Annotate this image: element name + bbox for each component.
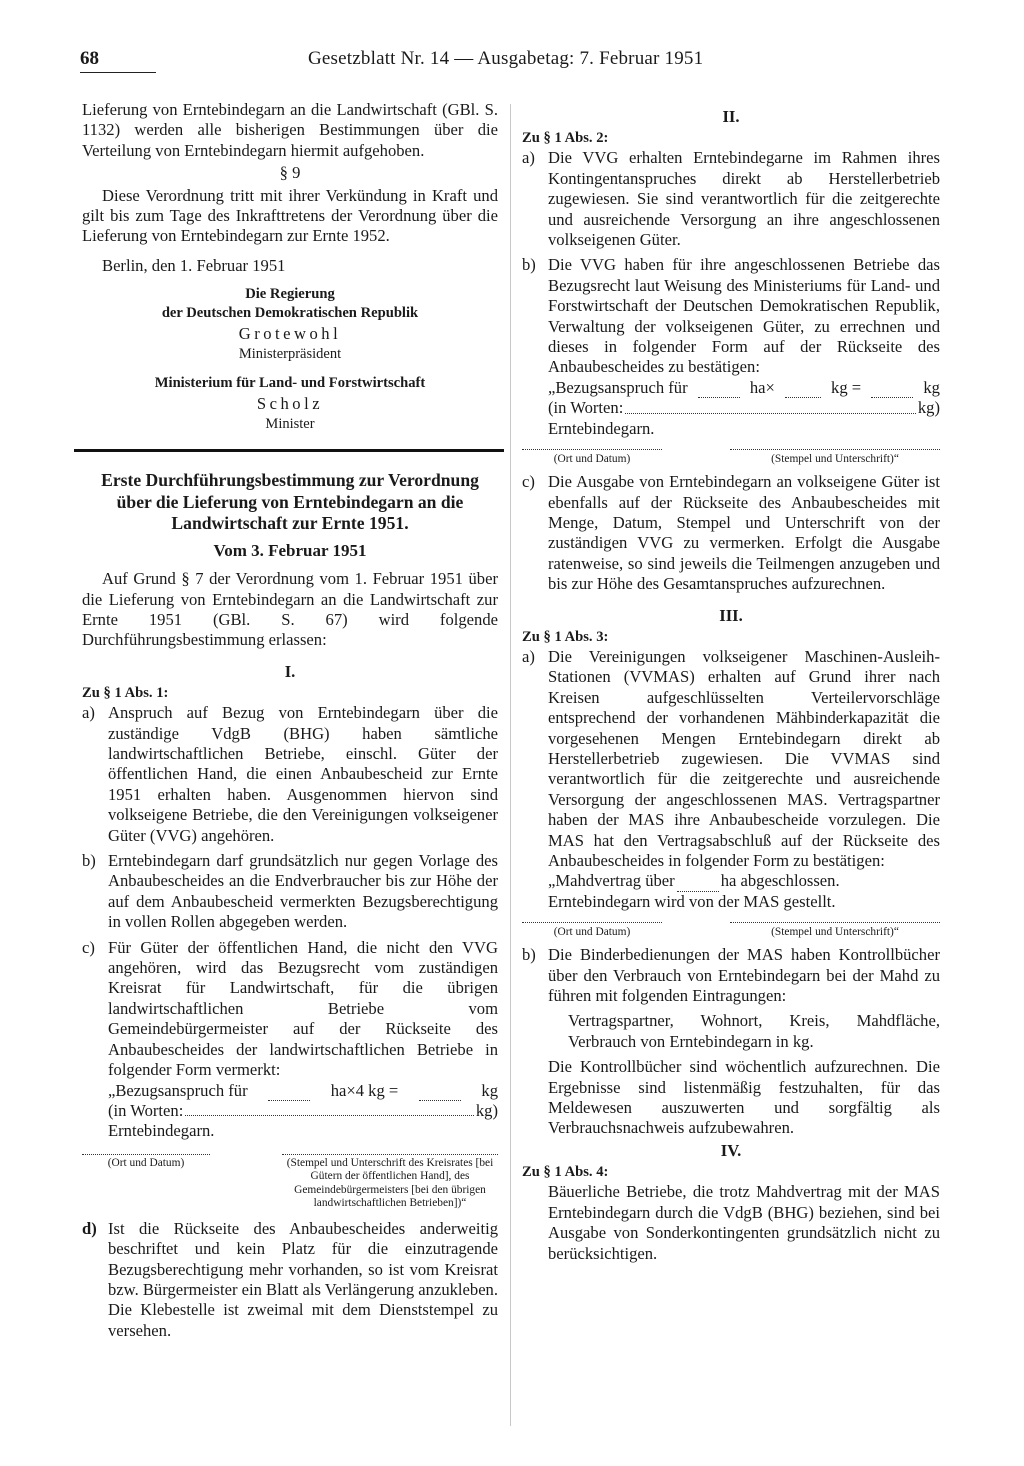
- entitlement-form-1: [108, 1081, 498, 1142]
- signatory-1-name: Grotewohl: [238, 324, 342, 344]
- item-3a: [522, 647, 940, 871]
- signature-place-date: (Ort und Datum): [522, 922, 662, 939]
- right-column: [522, 100, 940, 1264]
- logbook-paragraph: Die Kontrollbücher sind wöchentlich aufzurechnen. Die Ergebnisse sind listenmäßig festzuhalten, für das Meldewesen auszuwerten und sorgfältig als Verbrauchsnachweis aufzubewahren.: [548, 1057, 940, 1138]
- form-field-label: (in Worten:: [548, 398, 624, 418]
- signature-stamp: (Stempel und Unterschrift des Kreisrates [bei Gütern der öffentlichen Hand], des Gemeindebürgermeisters [bei den übrigen landwirtschaftlichen Betrieben])“: [282, 1154, 498, 1211]
- form-field-label: kg: [923, 377, 940, 397]
- signature-block-2: [522, 449, 940, 466]
- section-9-heading: § 9: [279, 163, 301, 183]
- part-4-heading: IV.: [720, 1140, 742, 1160]
- item-text: Die Binderbedienungen der MAS haben Kontrollbücher über den Verbrauch von Erntebindegarn bei der Mahd zu führen mit folgenden Eintragungen:: [548, 945, 940, 1006]
- form-field-label: ha×: [749, 377, 775, 397]
- item-label: a): [82, 703, 95, 723]
- part-2-heading: II.: [722, 107, 740, 126]
- form-field-label: Erntebindegarn wird von der MAS gestellt.: [548, 891, 836, 911]
- item-label: a): [522, 646, 535, 666]
- item-text: Die VVG erhalten Erntebindegarne im Rahmen ihres Kontingentanspruches direkt ab Herstellerbetrieb zugewiesen. Sie sind verantwortlich für die zeitgerechte und ausreichende Versorgung an ihre angeschlossenen volkseigenen Güter.: [548, 148, 940, 250]
- item-label: d): [82, 1218, 97, 1238]
- item-text: Ist die Rückseite des Anbaubescheides anderweitig beschriftet und kein Platz für die einzutragende Bezugsberechtigung mehr vorhanden, so ist vom Kreisrat bzw. Bürgermeister ein Blatt als Verlängerung anzukleben. Die Klebestelle ist zweimal mit dem Dienststempel zu versehen.: [108, 1218, 498, 1340]
- header-title: Gesetzblatt Nr. 14 — Ausgabetag: 7. Februar 1951: [308, 48, 704, 69]
- part-1-reference: Zu § 1 Abs. 1:: [82, 685, 169, 702]
- intro-paragraph: Auf Grund § 7 der Verordnung vom 1. Februar 1951 über die Lieferung von Erntebindegarn an die Landwirtschaft zur Ernte 1951 (GBl. S. 67) wird folgende Durchführungsbestimmung erlassen:: [82, 569, 498, 650]
- column-divider: [510, 104, 511, 1426]
- form-blank: [871, 378, 913, 398]
- signature-stamp: (Stempel und Unterschrift)“: [730, 449, 940, 466]
- government-line-2: der Deutschen Demokratischen Republik: [161, 305, 419, 322]
- page-number-rule: [80, 72, 156, 73]
- item-text: Erntebindegarn darf grundsätzlich nur gegen Vorlage des Anbaubescheides an die Endverbraucher bis zur Höhe der auf dem Anbaubescheid vermerkten Bezugsberechtigung in vollen Rollen abgegeben werden.: [108, 851, 498, 932]
- signatory-1-role: Ministerpräsident: [238, 346, 342, 363]
- section-divider-rule: [74, 449, 504, 452]
- item-label: b): [522, 945, 536, 965]
- item-label: b): [82, 851, 96, 871]
- part-1-heading: I.: [284, 661, 296, 681]
- item-2b: [522, 255, 940, 377]
- item-text: Für Güter der öffentlichen Hand, die nicht den VVG angehören, wird das Bezugsrecht vom zuständigen Kreisrat für Landwirtschaft, für die übrigen landwirtschaftlichen Betriebe vom Gemeindebürgermeister auf der Rückseite des Anbaubescheides der landwirtschaftlichen Betriebe in folgender Form vermerkt:: [108, 937, 498, 1080]
- item-text: Die VVG haben für ihre angeschlossenen Betriebe das Bezugsrecht laut Weisung des Ministeriums für Land- und Forstwirtschaft der Deutschen Demokratischen Republik, Verwaltung der volkseigenen Güter, zu errechnen und dieses in folgender Form auf der Rückseite des Anbaubescheides zu bestätigen:: [548, 255, 940, 377]
- signatory-2-name: Scholz: [256, 394, 324, 414]
- signature-block-3: [522, 922, 940, 939]
- page-header: [80, 48, 760, 78]
- signature-stamp: (Stempel und Unterschrift)“: [730, 922, 940, 939]
- form-field-label: ha abgeschlossen.: [720, 871, 840, 891]
- signature-block-1: [82, 1154, 498, 1211]
- item-label: b): [522, 255, 536, 275]
- form-field-label: kg): [475, 1100, 498, 1120]
- item-2c: [522, 472, 940, 594]
- form-field-label: „Mahdvertrag über: [548, 871, 675, 891]
- item-1d: [82, 1219, 498, 1341]
- signature-place-date: (Ort und Datum): [522, 449, 662, 466]
- item-text: Anspruch auf Bezug von Erntebindegarn über die zuständige VdgB (BHG) haben sämtliche landwirtschaftlichen Betriebe, einschl. Güter der öffentlichen Hand, die einen Anbaubescheid zur Ernte 1951 erhalten haben. Ausgenommen hiervon sind volkseigene Betriebe, die den Vereinigungen volkseigener Güter (VVG) angehören.: [108, 703, 498, 845]
- logbook-entries: Vertragspartner, Wohnort, Kreis, Mahdfläche, Verbrauch von Erntebindegarn in kg.: [568, 1011, 940, 1051]
- part-3-heading: III.: [719, 605, 743, 625]
- government-line-1: Die Regierung: [245, 286, 335, 303]
- item-text: Die Ausgabe von Erntebindegarn an volkseigene Güter ist ebenfalls auf der Rückseite des Anbaubescheides mit Menge, Datum, Stempel und Unterschrift von der zuständigen VVG zu vermerken. Erfolgt die Ausgabe ratenweise, so sind jeweils die Teilmengen anzugeben und bis zur Höhe des Gesamtanspruches aufzurechnen.: [548, 472, 940, 594]
- form-field-label: Erntebindegarn.: [548, 418, 655, 438]
- regulation-title: Erste Durchführungsbestimmung zur Verordnung über die Lieferung von Erntebindegarn an die Landwirtschaft zur Ernte 1951.: [101, 470, 479, 534]
- form-field-label: kg): [917, 398, 940, 418]
- form-field-label: ha×4 kg =: [330, 1080, 399, 1100]
- part-2-reference: Zu § 1 Abs. 2:: [522, 130, 609, 147]
- form-field-label: (in Worten:: [108, 1100, 184, 1120]
- part-3-reference: Zu § 1 Abs. 3:: [522, 628, 609, 645]
- item-label: a): [522, 148, 535, 168]
- form-field-label: kg: [481, 1080, 498, 1100]
- mowing-contract-form: [548, 871, 940, 912]
- form-field-label: kg =: [831, 377, 862, 397]
- form-blank: [268, 1081, 310, 1101]
- entitlement-form-2: [548, 378, 940, 439]
- left-column: [82, 100, 498, 1341]
- form-field-label: „Bezugsanspruch für: [108, 1080, 248, 1100]
- item-1b: [82, 851, 498, 933]
- form-blank: [625, 398, 916, 413]
- form-blank: [419, 1081, 461, 1101]
- part-4-text: Bäuerliche Betriebe, die trotz Mahdvertrag mit der MAS Erntebindegarn durch die VdgB (BHG) beziehen, sind bei Ausgabe von Sonderkontingenten grundsätzlich nicht zu berücksichtigen.: [548, 1182, 940, 1263]
- item-3b: [522, 945, 940, 1006]
- form-field-label: Erntebindegarn.: [108, 1121, 215, 1141]
- form-blank: [185, 1101, 474, 1116]
- item-label: c): [82, 937, 95, 957]
- page-number: 68: [80, 48, 99, 69]
- regulation-date: Vom 3. Februar 1951: [213, 540, 367, 560]
- signature-place-date: (Ort und Datum): [82, 1154, 210, 1211]
- item-text: Die Vereinigungen volkseigener Maschinen-Ausleih-Stationen (VVMAS) erhalten auf Grund ihrer nach Kreisen aufgeschlüsselten Verteilervorschläge entsprechend der vorhandenen Mähbinderkapazität die vorgesehenen Mengen Erntebindegarn direkt ab Herstellerbetrieb zugewiesen. Die VVMAS sind verantwortlich für die zeitgerechte und ausreichende Versorgung der angeschlossenen MAS. Vertragspartner haben der MAS ihre Anbaubescheide vorzulegen. Die MAS hat den Vertragsabschluß auf der Rückseite des Anbaubescheides in folgender Form zu bestätigen:: [548, 646, 940, 870]
- part-4-reference: Zu § 1 Abs. 4:: [522, 1164, 609, 1181]
- form-field-label: „Bezugsanspruch für: [548, 377, 688, 397]
- form-blank: [698, 378, 740, 398]
- item-1a: [82, 703, 498, 846]
- paragraph-section-9: Diese Verordnung tritt mit ihrer Verkündung in Kraft und gilt bis zum Tage des Inkrafttretens der Verordnung über die Lieferung von Erntebindegarn zur Ernte 1952.: [82, 185, 498, 246]
- form-blank: [785, 378, 821, 398]
- item-2a: [522, 148, 940, 250]
- form-blank: [677, 871, 719, 891]
- signatory-2-role: Minister: [265, 416, 315, 433]
- ministry-name: Ministerium für Land- und Forstwirtschaft: [154, 375, 426, 392]
- item-1c: [82, 938, 498, 1081]
- paragraph-continuation: Lieferung von Erntebindegarn an die Landwirtschaft (GBl. S. 1132) werden alle bisherigen Bestimmungen über die Verteilung von Erntebindegarn hiermit aufgehoben.: [82, 100, 498, 160]
- place-and-date: Berlin, den 1. Februar 1951: [102, 255, 286, 275]
- item-label: c): [522, 472, 535, 492]
